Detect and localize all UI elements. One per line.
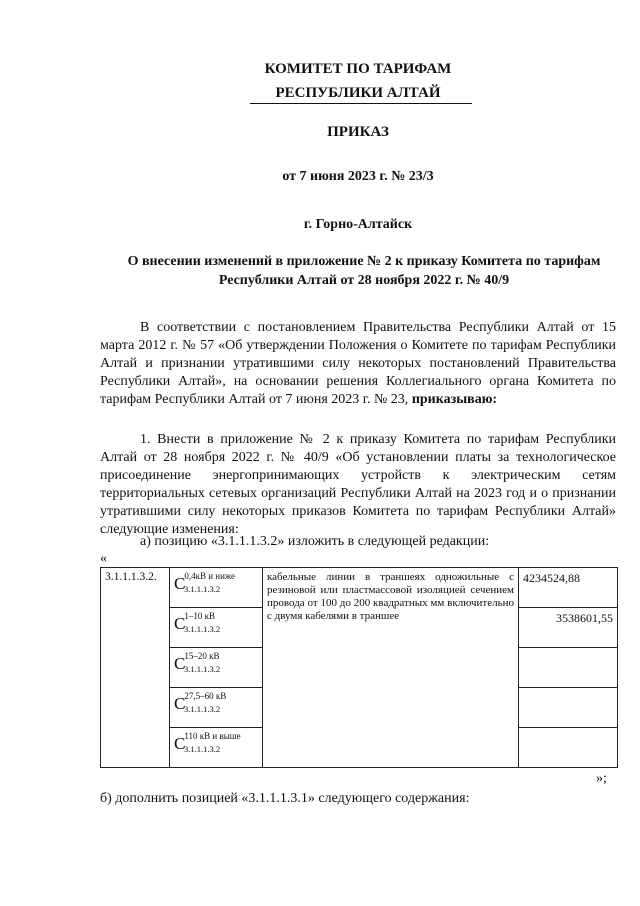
table-symbol-cell [170, 728, 263, 768]
paragraph-preamble [100, 319, 616, 409]
committee-name-line1: КОМИТЕТ ПО ТАРИФАМ [264, 61, 452, 77]
table-description: кабельные линии в траншеях одножильные с резиновой или пластмассовой изоляцией сечением провода от 100 до 200 квадратных мм включительно с двумя кабелями в траншее [263, 568, 519, 768]
tariff-table [100, 567, 618, 768]
document-city: г. Горно-Алтайск [303, 217, 413, 232]
paragraph-item-1: 1. Внести в приложение № 2 к приказу Комитета по тарифам Республики Алтай от 28 ноября 2022 г. № 40/9 «Об установлении платы за технологическое присоединение энергопринимающих устройств к электрическим сетям территориальных сетевых организаций Республики Алтай на 2023 год и о признании утратившими силу некоторых приказов Комитета по тарифам Республики Алтай» следующие изменения: [100, 432, 616, 537]
rate-voltage: 15–20 кВ [184, 651, 220, 661]
quote-open: « [100, 551, 107, 566]
rate-symbol: C [174, 574, 186, 593]
rate-symbol: C [174, 654, 186, 673]
preamble-order-word: приказываю: [411, 392, 498, 407]
table-symbol-cell [170, 688, 263, 728]
rate-index: 3.1.1.1.3.2 [184, 584, 221, 594]
paragraph-item-a: а) позицию «3.1.1.1.3.2» изложить в следующей редакции: [140, 534, 490, 549]
header-divider [250, 103, 472, 104]
table-symbol-cell [170, 568, 263, 608]
table-value-cell [519, 728, 618, 768]
table-value-cell [519, 688, 618, 728]
document-date-number: от 7 июня 2023 г. № 23/3 [282, 169, 434, 184]
rate-voltage: 110 кВ и выше [184, 731, 241, 741]
table-position-code: 3.1.1.1.3.2. [101, 568, 170, 768]
rate-index: 3.1.1.1.3.2 [184, 744, 221, 754]
rate-index: 3.1.1.1.3.2 [184, 704, 221, 714]
document-type: ПРИКАЗ [327, 124, 389, 140]
committee-name-line2: РЕСПУБЛИКИ АЛТАЙ [275, 85, 441, 101]
table-row [101, 568, 618, 608]
rate-voltage: 1–10 кВ [184, 611, 215, 621]
rate-voltage: 0,4кВ и ниже [184, 571, 236, 581]
paragraph-item-b: б) дополнить позицией «3.1.1.1.3.1» следующего содержания: [100, 791, 470, 806]
rate-symbol: C [174, 734, 186, 753]
rate-index: 3.1.1.1.3.2 [184, 664, 221, 674]
table-symbol-cell [170, 648, 263, 688]
table-symbol-cell [170, 608, 263, 648]
table-value-cell: 3538601,55 [519, 608, 618, 648]
preamble-text: В соответствии с постановлением Правительства Республики Алтай от 15 марта 2012 г. № 57 «Об утверждении Положения о Комитете по тарифам Республики Алтай и признании утратившими силу некоторых постановлений Правительства Республики Алтай», на основании решения Коллегиального органа Комитета по тарифам Республики Алтай от 7 июня 2023 г. № 23, [100, 320, 616, 407]
document-title: О внесении изменений в приложение № 2 к приказу Комитета по тарифам Республики Алтай от 28 ноября 2022 г. № 40/9 [127, 254, 601, 288]
rate-symbol: C [174, 614, 186, 633]
rate-index: 3.1.1.1.3.2 [184, 624, 221, 634]
table-value-cell: 4234524,88 [519, 568, 618, 608]
rate-voltage: 27,5–60 кВ [184, 691, 227, 701]
quote-close: »; [596, 771, 607, 786]
table-value-cell [519, 648, 618, 688]
rate-symbol: C [174, 694, 186, 713]
